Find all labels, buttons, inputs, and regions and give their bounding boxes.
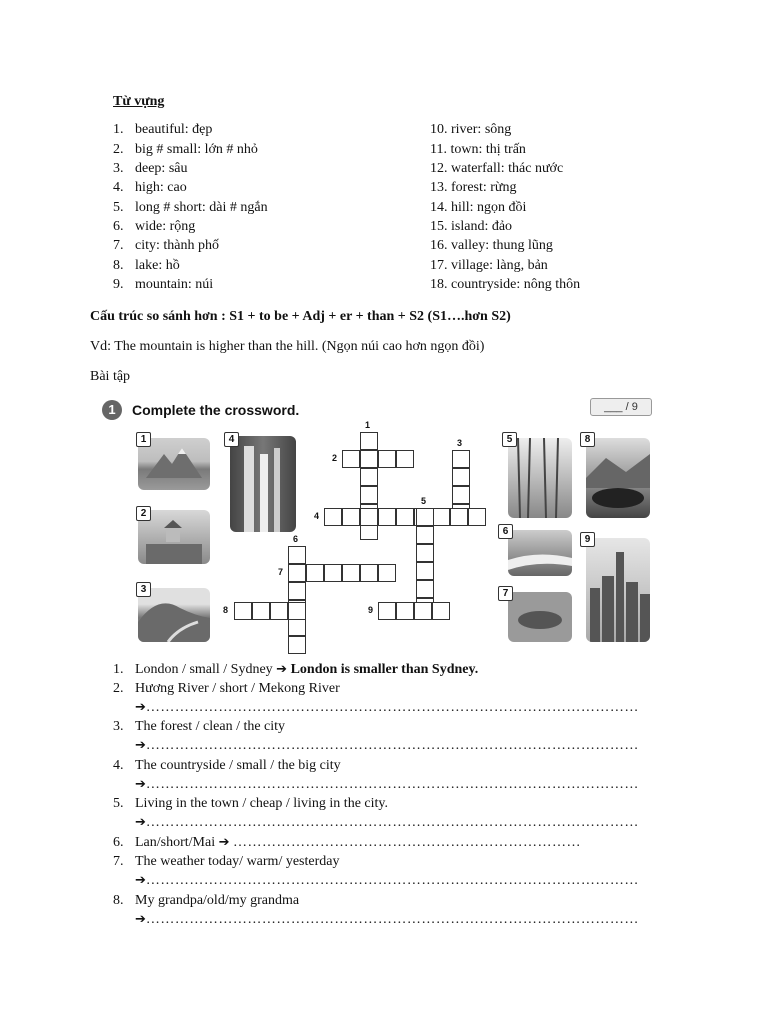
arrow-icon: ➔: [135, 815, 146, 830]
crossword-cell[interactable]: [450, 508, 468, 526]
river-photo: [508, 530, 572, 576]
crossword-cell[interactable]: [360, 450, 378, 468]
vocab-item: 15. island: đảo: [430, 219, 513, 234]
vocab-item: 10. river: sông: [430, 122, 512, 137]
crossword-cell[interactable]: [396, 602, 414, 620]
clue-number: 1: [365, 420, 371, 430]
photo-label: 3: [136, 582, 151, 597]
clue-number: 3: [457, 438, 463, 448]
score-box: ___ / 9: [590, 398, 652, 416]
crossword-cell[interactable]: [288, 564, 306, 582]
vocab-item: 11. town: thị trấn: [430, 142, 526, 157]
clue-number: 2: [332, 453, 338, 463]
vocab-item: 4. high: cao: [113, 180, 187, 195]
crossword-cell[interactable]: [416, 562, 434, 580]
island-photo: [508, 592, 572, 642]
crossword-title: Complete the crossword.: [132, 402, 300, 418]
photo-label: 7: [498, 586, 513, 601]
grammar-structure: Cấu trúc so sánh hơn : S1 + to be + Adj + er + than + S2 (S1….hơn S2): [90, 309, 511, 324]
vocab-item: 5. long # short: dài # ngắn: [113, 200, 268, 215]
crossword-cell[interactable]: [452, 468, 470, 486]
crossword-cell[interactable]: [360, 432, 378, 450]
photo-label: 4: [224, 432, 239, 447]
crossword-cell[interactable]: [306, 564, 324, 582]
crossword-cell[interactable]: [288, 618, 306, 636]
answer-field[interactable]: ➔…………………………………………………………………………………………: [135, 815, 639, 830]
crossword-cell[interactable]: [416, 544, 434, 562]
crossword-cell[interactable]: [342, 508, 360, 526]
crossword-cell[interactable]: [288, 582, 306, 600]
vocab-item: 14. hill: ngọn đồi: [430, 200, 527, 215]
arrow-icon: ➔: [276, 662, 288, 677]
waterfall-photo: [230, 436, 296, 532]
vocab-item: 2. big # small: lớn # nhỏ: [113, 142, 258, 157]
arrow-icon: ➔: [135, 873, 146, 888]
answer-field[interactable]: ➔…………………………………………………………………………………………: [135, 777, 639, 792]
clue-number: 7: [278, 567, 284, 577]
vocab-item: 3. deep: sâu: [113, 161, 188, 176]
answer-field[interactable]: ➔…………………………………………………………………………………………: [135, 873, 639, 888]
crossword-cell[interactable]: [288, 636, 306, 654]
crossword-panel: [96, 390, 656, 650]
crossword-cell[interactable]: [378, 508, 396, 526]
crossword-cell[interactable]: [468, 508, 486, 526]
crossword-cell[interactable]: [416, 526, 434, 544]
answer-field[interactable]: ➔…………………………………………………………………………………………: [135, 700, 639, 715]
crossword-cell[interactable]: [342, 564, 360, 582]
crossword-cell[interactable]: [288, 602, 306, 620]
crossword-cell[interactable]: [452, 486, 470, 504]
vocab-item: 18. countryside: nông thôn: [430, 277, 581, 292]
arrow-icon: ➔: [135, 777, 146, 792]
crossword-cell[interactable]: [234, 602, 252, 620]
vocab-item: 1. beautiful: đẹp: [113, 122, 213, 137]
vocab-item: 13. forest: rừng: [430, 180, 517, 195]
answer-field[interactable]: ➔…………………………………………………………………………………………: [135, 738, 639, 753]
vocab-heading: Từ vựng: [113, 94, 165, 109]
crossword-cell[interactable]: [378, 564, 396, 582]
arrow-icon: ➔: [135, 738, 146, 753]
crossword-cell[interactable]: [396, 450, 414, 468]
vocab-item: 9. mountain: núi: [113, 277, 214, 292]
photo-label: 1: [136, 432, 151, 447]
arrow-icon: ➔: [135, 700, 146, 715]
crossword-cell[interactable]: [288, 546, 306, 564]
vocab-item: 12. waterfall: thác nước: [430, 161, 564, 176]
crossword-cell[interactable]: [360, 486, 378, 504]
crossword-cell[interactable]: [396, 508, 414, 526]
crossword-cell[interactable]: [324, 564, 342, 582]
clue-number: 9: [368, 605, 374, 615]
crossword-cell[interactable]: [360, 468, 378, 486]
answer-field[interactable]: ➔…………………………………………………………………………………………: [135, 912, 639, 927]
crossword-cell[interactable]: [432, 602, 450, 620]
photo-label: 8: [580, 432, 595, 447]
lake-photo: [586, 438, 650, 518]
crossword-cell[interactable]: [414, 602, 432, 620]
vocab-item: 7. city: thành phố: [113, 238, 219, 253]
crossword-cell[interactable]: [270, 602, 288, 620]
vocab-item: 6. wide: rộng: [113, 219, 196, 234]
photo-label: 5: [502, 432, 517, 447]
arrow-icon: ➔: [135, 912, 146, 927]
crossword-cell[interactable]: [378, 450, 396, 468]
crossword-cell[interactable]: [360, 508, 378, 526]
crossword-cell[interactable]: [416, 508, 434, 526]
answer-field[interactable]: ………………………………………………………………: [233, 835, 582, 850]
forest-photo: [508, 438, 572, 518]
exercise-label: Bài tập: [90, 369, 131, 384]
photo-label: 9: [580, 532, 595, 547]
crossword-cell[interactable]: [416, 580, 434, 598]
clue-number: 4: [314, 511, 320, 521]
crossword-cell[interactable]: [378, 602, 396, 620]
clue-number: 8: [223, 605, 229, 615]
crossword-cell[interactable]: [324, 508, 342, 526]
grammar-example: Vd: The mountain is higher than the hill. (Ngọn núi cao hơn ngọn đồi): [90, 339, 485, 354]
arrow-icon: ➔: [218, 835, 230, 850]
crossword-cell[interactable]: [452, 450, 470, 468]
vocab-item: 8. lake: hồ: [113, 258, 180, 273]
vocab-item: 17. village: làng, bản: [430, 258, 548, 273]
crossword-cell[interactable]: [252, 602, 270, 620]
crossword-cell[interactable]: [342, 450, 360, 468]
task-number-badge: 1: [102, 400, 122, 420]
crossword-cell[interactable]: [432, 508, 450, 526]
photo-label: 6: [498, 524, 513, 539]
vocab-item: 16. valley: thung lũng: [430, 238, 553, 253]
city-photo: [586, 538, 650, 642]
clue-number: 5: [421, 496, 427, 506]
crossword-cell[interactable]: [360, 564, 378, 582]
clue-number: 6: [293, 534, 299, 544]
photo-label: 2: [136, 506, 151, 521]
